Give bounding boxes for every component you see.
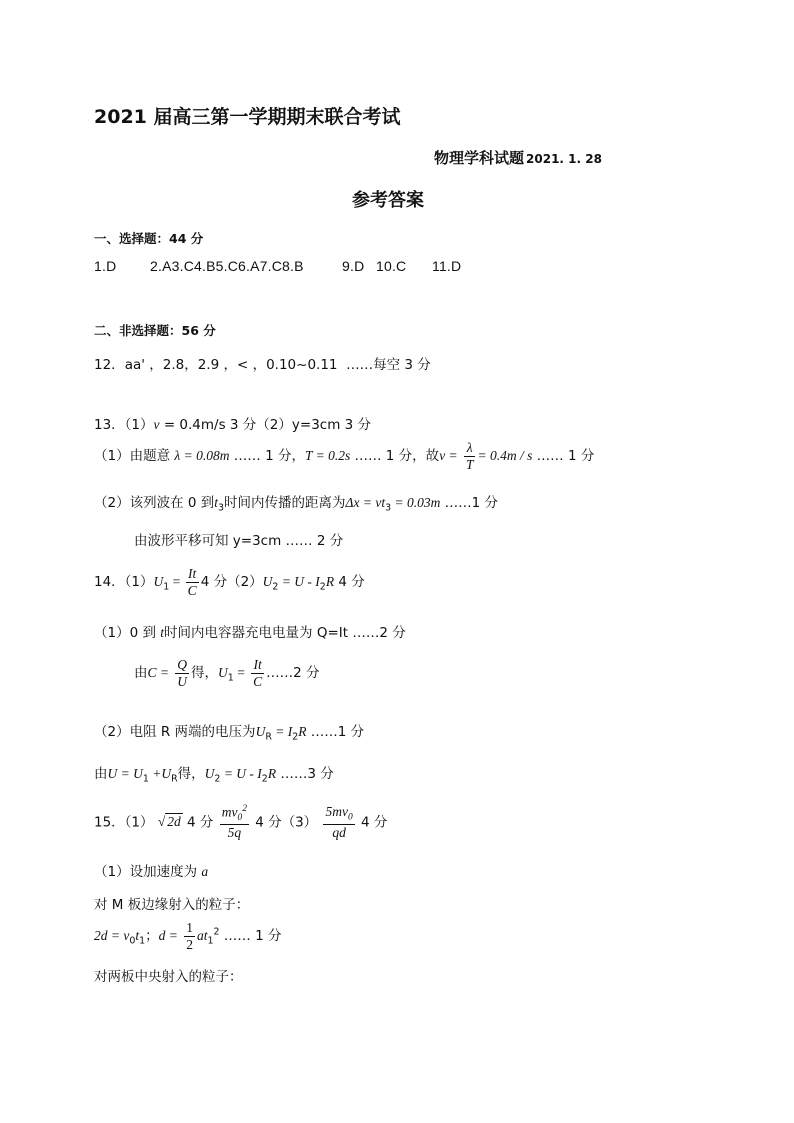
q15-part2: 对 M 板边缘射入的粒子： bbox=[94, 897, 250, 913]
subject-name: 物理学科试题 bbox=[434, 149, 525, 167]
q15-mv2-over-5q: $\frac{mv_0^2}{5q}$ bbox=[221, 804, 247, 841]
q15-sqrt-2d: √ 2d bbox=[157, 814, 181, 830]
q14-part2: 由C = $\frac{Q}{U}$ 得，$U_1$ = $\frac{It}{C}$ ……2 分 bbox=[134, 657, 320, 689]
q12-answer bbox=[94, 353, 431, 373]
answer-heading: 参考答案 bbox=[352, 190, 424, 211]
q15-part3: $2d = v_0t_1$；d = $\frac{1}{2}$ $at_1^2$ …… 1 分 bbox=[94, 920, 282, 952]
q14-part1: （1）0 到 t时间内电容器充电电量为 Q=It ……2 分 bbox=[94, 625, 406, 641]
section-2-heading: 二、非选择题：56 分 bbox=[94, 323, 216, 338]
q13-part1: （1）由题意 λ = 0.08m …… 1 分，T = 0.2s …… 1 分，故v = $\frac{\lambda}{T}$ = 0.4m / s …… 1 分 bbox=[94, 440, 595, 472]
q12-values: aa' ，2.8，2.9 ，< ，0.10~0.11 bbox=[124, 357, 338, 373]
q13-part2: （2）该列波在 0 到$t_3$时间内传播的距离为$\Delta x = vt_3 = 0.03m$ ……1 分 bbox=[94, 495, 498, 514]
q13-summary: 13．（1）v = 0.4m/s 3 分（2）y=3cm 3 分 bbox=[94, 417, 372, 433]
q15-part1: （1）设加速度为 a bbox=[94, 864, 209, 880]
q15-one-half: $\frac{1}{2}$ bbox=[186, 920, 193, 952]
q14-it-over-c: $\frac{It}{C}$ bbox=[187, 566, 197, 598]
q15-part4: 对两板中央射入的粒子： bbox=[94, 969, 243, 985]
q15-5mv-over-qd: $\frac{5mv_0}{qd}$ bbox=[325, 804, 353, 840]
choice-answer-11: 11.D bbox=[432, 258, 462, 274]
choice-answer-10: 10.C bbox=[376, 258, 407, 274]
choice-answer-9: 9.D bbox=[342, 258, 365, 274]
choice-answer-2-8: 2.A3.C4.B5.C6.A7.C8.B bbox=[150, 258, 304, 274]
q14-part3: （2）电阻 R 两端的电压为$U_R = I_2R$ ……1 分 bbox=[94, 724, 365, 743]
q15-summary: 15．（1） √ 2d 4 分 $\frac{mv_0^2}{5q}$ 4 分（3） $\frac{5mv_0}{qd}$ 4 分 bbox=[94, 804, 388, 841]
document-title: 2021 届高三第一学期期末联合考试 bbox=[94, 106, 401, 128]
section-1-heading: 一、选择题：44 分 bbox=[94, 231, 204, 246]
q14-q-over-u: $\frac{Q}{U}$ bbox=[177, 657, 188, 689]
q12-label: 12． bbox=[94, 357, 125, 373]
q14-summary: 14．$(1)U_1$ = $\frac{It}{C}$ 4 分$(2)U_2 = U - I_2R$ 4 分 bbox=[94, 566, 365, 598]
choice-answer-1: 1.D bbox=[94, 258, 117, 274]
q14-part4: 由$U = U_1 +U_R$得，$U_2 = U - I_2R$ ……3 分 bbox=[94, 766, 334, 785]
exam-date: 2021. 1. 28 bbox=[526, 152, 602, 166]
q13-part3: 由波形平移可知 y=3cm …… 2 分 bbox=[134, 533, 344, 549]
subject-line bbox=[434, 147, 602, 168]
q14-it-over-c-2: $\frac{It}{C}$ bbox=[253, 657, 263, 689]
q13-lambda-over-t: $\frac{\lambda}{T}$ bbox=[465, 440, 474, 472]
q12-score: ……每空 3 分 bbox=[346, 357, 431, 373]
